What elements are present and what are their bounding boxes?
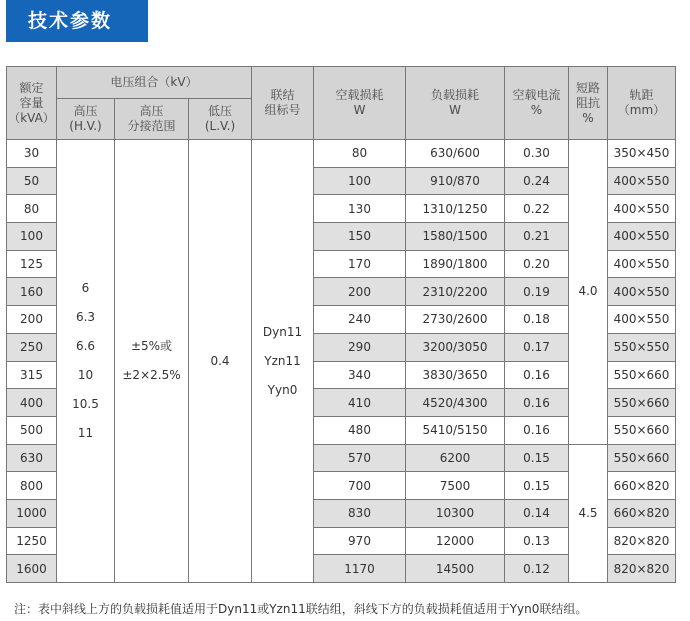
cell-capacity: 100 [7, 223, 57, 251]
cell-capacity: 1600 [7, 555, 57, 583]
cell-track-gauge: 400×550 [608, 223, 676, 251]
cell-impedance-group2: 4.5 [569, 444, 608, 582]
cell-track-gauge: 820×820 [608, 555, 676, 583]
cell-track-gauge: 400×550 [608, 306, 676, 334]
cell-capacity: 160 [7, 278, 57, 306]
cell-track-gauge: 550×660 [608, 389, 676, 417]
header-hv-tap: 高压 分接范围 [115, 99, 189, 140]
cell-no-load-current: 0.22 [505, 195, 569, 223]
cell-no-load-loss: 700 [314, 472, 406, 500]
cell-capacity: 400 [7, 389, 57, 417]
cell-load-loss: 1310/1250 [406, 195, 505, 223]
cell-load-loss: 3200/3050 [406, 333, 505, 361]
header-voltage-group: 电压组合（kV） [57, 67, 252, 99]
spec-table-body [7, 140, 676, 583]
cell-no-load-current: 0.14 [505, 499, 569, 527]
header-hv: 高压 (H.V.) [57, 99, 115, 140]
cell-load-loss: 1580/1500 [406, 223, 505, 251]
cell-no-load-current: 0.15 [505, 444, 569, 472]
cell-hv-tap-values: ±5%或 ±2×2.5% [115, 140, 189, 583]
cell-lv-value: 0.4 [189, 140, 252, 583]
cell-track-gauge: 350×450 [608, 140, 676, 168]
cell-no-load-loss: 410 [314, 389, 406, 417]
cell-track-gauge: 660×820 [608, 472, 676, 500]
spec-table [6, 66, 676, 583]
cell-load-loss: 630/600 [406, 140, 505, 168]
cell-impedance-group1: 4.0 [569, 140, 608, 445]
cell-track-gauge: 550×660 [608, 416, 676, 444]
cell-load-loss: 910/870 [406, 167, 505, 195]
cell-capacity: 30 [7, 140, 57, 168]
cell-track-gauge: 660×820 [608, 499, 676, 527]
cell-no-load-loss: 80 [314, 140, 406, 168]
section-title: 技术参数 [6, 0, 148, 42]
cell-no-load-loss: 830 [314, 499, 406, 527]
header-no-load-loss: 空载损耗 W [314, 67, 406, 140]
cell-no-load-loss: 200 [314, 278, 406, 306]
cell-no-load-current: 0.21 [505, 223, 569, 251]
header-vector-group: 联结 组标号 [252, 67, 314, 140]
cell-capacity: 315 [7, 361, 57, 389]
cell-hv-values: 6 6.3 6.6 10 10.5 11 [57, 140, 115, 583]
cell-load-loss: 4520/4300 [406, 389, 505, 417]
cell-no-load-current: 0.30 [505, 140, 569, 168]
footnote: 注：表中斜线上方的负载损耗值适用于Dyn11或Yzn11联结组，斜线下方的负载损耗值适用于Yyn0联结组。 [14, 602, 588, 616]
cell-track-gauge: 400×550 [608, 278, 676, 306]
cell-no-load-current: 0.12 [505, 555, 569, 583]
cell-track-gauge: 550×660 [608, 444, 676, 472]
cell-capacity: 500 [7, 416, 57, 444]
cell-load-loss: 14500 [406, 555, 505, 583]
table-row [7, 140, 676, 168]
cell-capacity: 250 [7, 333, 57, 361]
cell-track-gauge: 400×550 [608, 167, 676, 195]
cell-no-load-current: 0.20 [505, 250, 569, 278]
cell-vector-values: Dyn11 Yzn11 Yyn0 [252, 140, 314, 583]
cell-no-load-loss: 130 [314, 195, 406, 223]
cell-capacity: 50 [7, 167, 57, 195]
header-short-circuit-impedance: 短路 阻抗 % [569, 67, 608, 140]
cell-load-loss: 3830/3650 [406, 361, 505, 389]
cell-track-gauge: 550×660 [608, 361, 676, 389]
cell-capacity: 80 [7, 195, 57, 223]
cell-no-load-loss: 240 [314, 306, 406, 334]
cell-track-gauge: 400×550 [608, 250, 676, 278]
cell-capacity: 125 [7, 250, 57, 278]
cell-no-load-loss: 480 [314, 416, 406, 444]
cell-no-load-current: 0.17 [505, 333, 569, 361]
cell-load-loss: 10300 [406, 499, 505, 527]
cell-no-load-current: 0.19 [505, 278, 569, 306]
cell-load-loss: 5410/5150 [406, 416, 505, 444]
cell-no-load-loss: 290 [314, 333, 406, 361]
cell-capacity: 1000 [7, 499, 57, 527]
cell-capacity: 800 [7, 472, 57, 500]
cell-capacity: 200 [7, 306, 57, 334]
cell-track-gauge: 400×550 [608, 195, 676, 223]
header-capacity: 额定 容量 （kVA） [7, 67, 57, 140]
cell-no-load-loss: 340 [314, 361, 406, 389]
cell-load-loss: 7500 [406, 472, 505, 500]
cell-capacity: 630 [7, 444, 57, 472]
cell-load-loss: 6200 [406, 444, 505, 472]
cell-no-load-loss: 570 [314, 444, 406, 472]
header-lv: 低压 (L.V.) [189, 99, 252, 140]
cell-track-gauge: 550×550 [608, 333, 676, 361]
cell-no-load-current: 0.24 [505, 167, 569, 195]
cell-load-loss: 1890/1800 [406, 250, 505, 278]
cell-load-loss: 2310/2200 [406, 278, 505, 306]
cell-no-load-loss: 1170 [314, 555, 406, 583]
cell-track-gauge: 820×820 [608, 527, 676, 555]
cell-no-load-loss: 100 [314, 167, 406, 195]
cell-no-load-loss: 170 [314, 250, 406, 278]
cell-no-load-current: 0.16 [505, 389, 569, 417]
cell-capacity: 1250 [7, 527, 57, 555]
cell-no-load-current: 0.18 [505, 306, 569, 334]
cell-no-load-current: 0.15 [505, 472, 569, 500]
cell-no-load-current: 0.16 [505, 361, 569, 389]
cell-load-loss: 12000 [406, 527, 505, 555]
header-load-loss: 负载损耗 W [406, 67, 505, 140]
cell-no-load-loss: 970 [314, 527, 406, 555]
cell-no-load-loss: 150 [314, 223, 406, 251]
cell-no-load-current: 0.16 [505, 416, 569, 444]
header-track-gauge: 轨距 （mm） [608, 67, 676, 140]
cell-no-load-current: 0.13 [505, 527, 569, 555]
header-no-load-current: 空载电流 % [505, 67, 569, 140]
cell-load-loss: 2730/2600 [406, 306, 505, 334]
